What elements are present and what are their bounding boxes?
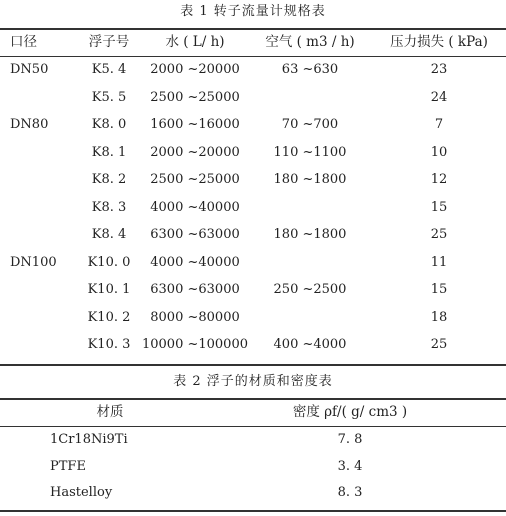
- table-row: [0, 168, 506, 192]
- cell-size: [10, 196, 70, 220]
- cell-pressure-loss: 18: [430, 309, 448, 325]
- cell-pressure-loss: 25: [430, 337, 448, 352]
- table2-header-row: [0, 400, 506, 424]
- table-row: [0, 306, 506, 330]
- col-header-float-no: 浮子号: [88, 34, 130, 50]
- cell-air: 110 ~1100: [273, 144, 347, 160]
- cell-pressure-loss: 15: [430, 199, 448, 215]
- cell-density: 3. 4: [337, 458, 363, 474]
- cell-float-no: K10. 2: [87, 309, 131, 325]
- cell-pressure-loss: 25: [430, 227, 448, 242]
- cell-density: 7. 8: [337, 432, 363, 447]
- cell-air: 180 ~1800: [273, 172, 347, 187]
- cell-pressure-loss: 24: [430, 89, 448, 105]
- cell-float-no: K10. 1: [87, 282, 131, 297]
- cell-size: DN50: [10, 62, 49, 77]
- col-header-water: 水 ( L/ h): [165, 34, 225, 50]
- table-row: [0, 86, 506, 110]
- cell-pressure-loss: 12: [430, 172, 448, 187]
- cell-pressure-loss: 10: [430, 144, 448, 160]
- table1-header-rule: [0, 56, 506, 57]
- cell-size: [10, 223, 70, 247]
- cell-float-no: K10. 0: [87, 254, 131, 270]
- cell-air: [250, 196, 370, 220]
- cell-pressure-loss: 15: [430, 282, 448, 297]
- cell-float-no: K8. 3: [91, 199, 127, 215]
- table-row: [0, 58, 506, 82]
- cell-material: Hastelloy: [50, 485, 113, 500]
- cell-water: 4000 ~40000: [150, 199, 240, 215]
- cell-float-no: K10. 3: [87, 337, 131, 352]
- cell-size: [10, 333, 70, 357]
- cell-air: 250 ~2500: [273, 282, 347, 297]
- table-row: [0, 333, 506, 357]
- cell-material: 1Cr18Ni9Ti: [50, 432, 128, 447]
- cell-float-no: K8. 4: [91, 227, 127, 242]
- cell-size: [10, 306, 70, 330]
- table2-caption: 表 2 浮子的材质和密度表: [173, 374, 333, 389]
- cell-material: PTFE: [50, 458, 86, 474]
- col-header-pressure-loss: 压力损失 ( kPa): [390, 34, 488, 50]
- cell-water: 4000 ~40000: [150, 254, 240, 270]
- cell-density: 8. 3: [337, 485, 363, 500]
- cell-pressure-loss: 7: [434, 117, 444, 132]
- cell-water: 10000 ~100000: [141, 337, 248, 352]
- cell-size: [10, 168, 70, 192]
- cell-float-no: K8. 0: [91, 117, 127, 132]
- table-row: [0, 455, 506, 479]
- cell-air: 70 ~700: [281, 117, 339, 132]
- cell-size: [10, 278, 70, 302]
- cell-water: 2500 ~25000: [150, 89, 240, 105]
- cell-air: 400 ~4000: [273, 337, 347, 352]
- cell-water: 1600 ~16000: [150, 117, 240, 132]
- table-row: [0, 278, 506, 302]
- cell-air: 63 ~630: [281, 62, 339, 77]
- cell-water: 6300 ~63000: [150, 282, 240, 297]
- table-row: [0, 223, 506, 247]
- table1-header-row: [0, 30, 506, 54]
- cell-size: [10, 86, 70, 110]
- table-row: [0, 141, 506, 165]
- cell-water: 2000 ~20000: [150, 144, 240, 160]
- table-row: [0, 428, 506, 452]
- table-row: [0, 113, 506, 137]
- cell-water: 8000 ~80000: [150, 309, 240, 325]
- cell-air: [250, 251, 370, 275]
- cell-water: 2500 ~25000: [150, 172, 240, 187]
- cell-air: [250, 86, 370, 110]
- col-header-size: 口径: [10, 34, 37, 50]
- cell-float-no: K5. 4: [91, 62, 127, 77]
- table-row: [0, 196, 506, 220]
- table1-bottom-rule: [0, 364, 506, 366]
- col-header-density: 密度 ρf/( g/ cm3 ): [292, 404, 408, 420]
- cell-float-no: K8. 1: [91, 144, 127, 160]
- table-row: [0, 481, 506, 505]
- cell-pressure-loss: 11: [430, 254, 448, 270]
- col-header-air: 空气 ( m3 / h): [265, 34, 355, 50]
- cell-size: [10, 141, 70, 165]
- cell-water: 6300 ~63000: [150, 227, 240, 242]
- cell-air: 180 ~1800: [273, 227, 347, 242]
- col-header-material: 材质: [96, 404, 124, 420]
- cell-size: DN100: [10, 254, 57, 270]
- table2-header-rule: [0, 426, 506, 427]
- cell-float-no: K5. 5: [91, 89, 127, 105]
- table1-caption: 表 1 转子流量计规格表: [180, 4, 326, 19]
- table-row: [0, 251, 506, 275]
- cell-size: DN80: [10, 117, 49, 132]
- cell-air: [250, 306, 370, 330]
- cell-pressure-loss: 23: [430, 62, 448, 77]
- table2-bottom-rule: [0, 510, 506, 512]
- cell-water: 2000 ~20000: [150, 62, 240, 77]
- cell-float-no: K8. 2: [91, 172, 127, 187]
